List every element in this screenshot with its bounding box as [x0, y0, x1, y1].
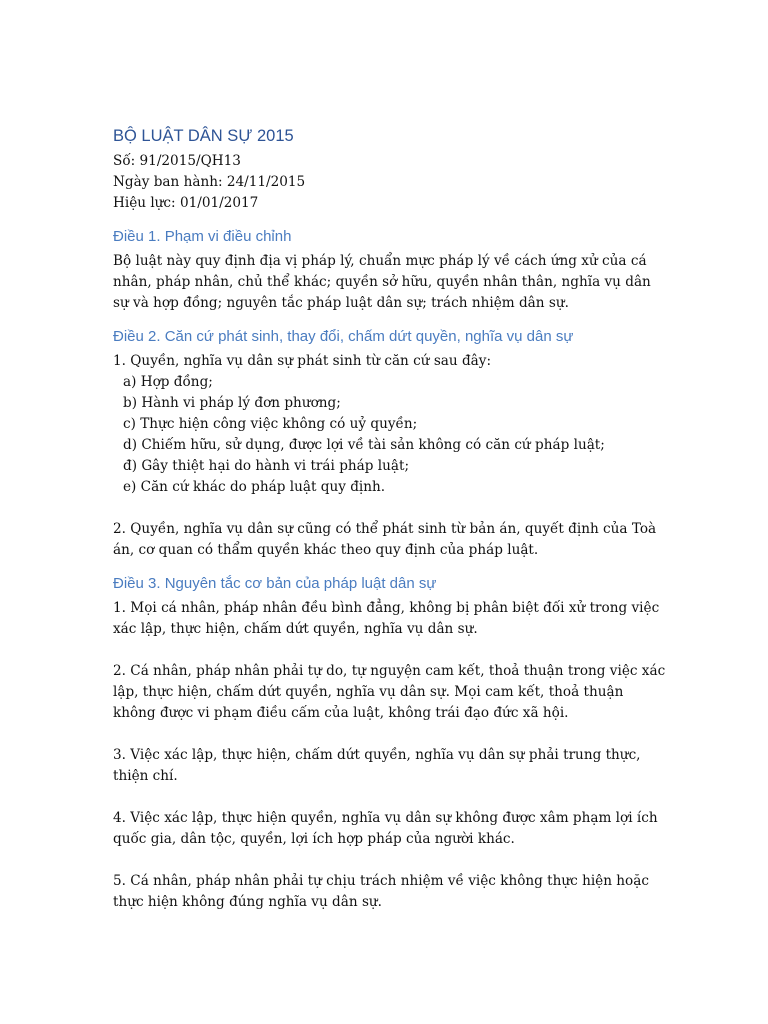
article-1-paragraph-1: Bộ luật này quy định địa vị pháp lý, chuẩn mực pháp lý về cách ứng xử của cá nhân, pháp nhân, chủ thể khác; quyền sở hữu, quyền nhân thân, nghĩa vụ dân sự và hợp đồng; nguyên tắc pháp luật dân sự; trách nhiệm dân sự.: [113, 253, 651, 311]
article-2-item-d: d) Chiếm hữu, sử dụng, được lợi về tài sản không có căn cứ pháp luật;: [123, 437, 605, 453]
document-number: Số: 91/2015/QH13: [113, 153, 241, 169]
paragraph-spacer: [113, 498, 668, 519]
article-2-clause-1: 1. Quyền, nghĩa vụ dân sự phát sinh từ căn cứ sau đây:: [113, 353, 492, 369]
article-2-item-b: b) Hành vi pháp lý đơn phương;: [123, 395, 341, 411]
article-3-heading: Điều 3. Nguyên tắc cơ bản của pháp luật dân sự: [113, 575, 437, 592]
article-2-item-e: e) Căn cứ khác do pháp luật quy định.: [123, 479, 386, 495]
article-3-clause-1: 1. Mọi cá nhân, pháp nhân đều bình đẳng, không bị phân biệt đối xử trong việc xác lập, thực hiện, chấm dứt quyền, nghĩa vụ dân sự.: [113, 600, 660, 637]
article-3-clause-3: 3. Việc xác lập, thực hiện, chấm dứt quyền, nghĩa vụ dân sự phải trung thực, thiện chí.: [113, 747, 641, 784]
article-2-item-dd: đ) Gây thiệt hại do hành vi trái pháp luật;: [123, 458, 410, 474]
effective-date: Hiệu lực: 01/01/2017: [113, 195, 259, 211]
article-3-clause-5: 5. Cá nhân, pháp nhân phải tự chịu trách nhiệm về việc không thực hiện hoặc thực hiện không đúng nghĩa vụ dân sự.: [113, 873, 649, 910]
article-2-item-a: a) Hợp đồng;: [123, 374, 213, 390]
paragraph-spacer: [113, 787, 668, 808]
article-2-item-c: c) Thực hiện công việc không có uỷ quyền;: [123, 416, 418, 432]
paragraph-spacer: [113, 850, 668, 871]
article-1-heading: Điều 1. Phạm vi điều chỉnh: [113, 228, 292, 245]
article-3-clause-4: 4. Việc xác lập, thực hiện quyền, nghĩa vụ dân sự không được xâm phạm lợi ích quốc gia, dân tộc, quyền, lợi ích hợp pháp của người khác.: [113, 810, 658, 847]
issue-date: Ngày ban hành: 24/11/2015: [113, 174, 306, 190]
article-2-heading: Điều 2. Căn cứ phát sinh, thay đổi, chấm dứt quyền, nghĩa vụ dân sự: [113, 328, 574, 345]
article-3-clause-2: 2. Cá nhân, pháp nhân phải tự do, tự nguyện cam kết, thoả thuận trong việc xác lập, thực hiện, chấm dứt quyền, nghĩa vụ dân sự. Mọi cam kết, thoả thuận không được vi phạm điều cấm của luật, không trái đạo đức xã hội.: [113, 663, 666, 721]
paragraph-spacer: [113, 640, 668, 661]
document-title: BỘ LUẬT DÂN SỰ 2015: [113, 127, 294, 145]
paragraph-spacer: [113, 724, 668, 745]
article-2-clause-2: 2. Quyền, nghĩa vụ dân sự cũng có thể phát sinh từ bản án, quyết định của Toà án, cơ quan có thẩm quyền khác theo quy định của pháp luật.: [113, 521, 657, 558]
